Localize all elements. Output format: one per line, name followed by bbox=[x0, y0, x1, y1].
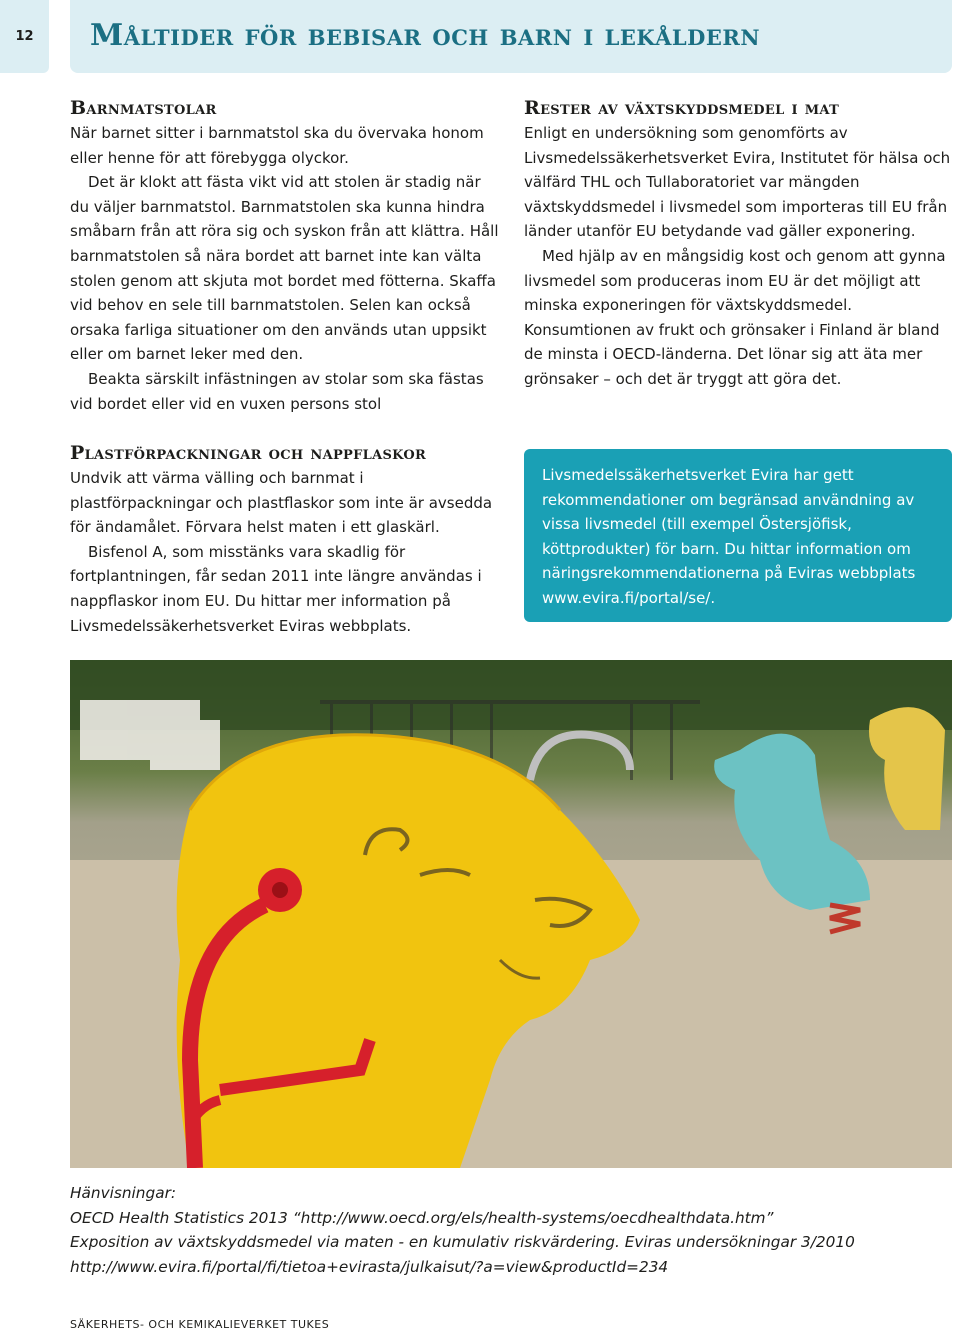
paragraph: Med hjälp av en mångsidig kost och genom att gynna livsmedel som produceras inom EU är det möjligt att minska exponeringen för växtskyddsmedel. Konsumtionen av frukt och grönsaker i Finland är bland de minsta i OECD-länderna. Det lönar sig att äta mer grönsaker – och det är tryggt att göra det. bbox=[524, 246, 946, 388]
paragraph: När barnet sitter i barnmatstol ska du övervaka honom eller henne för att förebygga olyckor. bbox=[70, 124, 484, 167]
page-number: 12 bbox=[0, 0, 49, 73]
references bbox=[70, 1181, 952, 1279]
section-heading-rester: Rester av växtskyddsmedel i mat bbox=[524, 97, 840, 119]
left-column-top bbox=[70, 97, 502, 416]
info-box-text: Livsmedelssäkerhetsverket Evira har gett rekommendationer om begränsad användning av vissa livsmedel (till exempel Östersjöfisk, köttprodukter) för barn. Du hittar information om näringsrekommendationerna på Eviras webbplats www.evira.fi/portal/se/. bbox=[542, 466, 916, 607]
paragraph: Enligt en undersökning som genomförts av Livsmedelssäkerhetsverket Evira, Institutet för hälsa och välfärd THL och Tullaboratoriet var mängden växtskyddsmedel i livsmedel som importeras till EU från länder utanför EU betydande vad gäller exponering. bbox=[524, 124, 951, 241]
reference-2: Exposition av växtskyddsmedel via maten - en kumulativ riskvärdering. Eviras undersökningar 3/2010 bbox=[70, 1233, 855, 1251]
paragraph: Bisfenol A, som misstänks vara skadlig för fortplantningen, får sedan 2011 inte längre användas i nappflaskor inom EU. Du hittar mer information på Livsmedelssäkerhetsverket Eviras webbplats. bbox=[70, 542, 482, 635]
reference-3: http://www.evira.fi/portal/fi/tietoa+evirasta/julkaisut/?a=view&productId=234 bbox=[70, 1257, 669, 1276]
footer: SÄKERHETS- OCH KEMIKALIEVERKET TUKES bbox=[70, 1318, 330, 1331]
references-label: Hänvisningar: bbox=[70, 1184, 177, 1202]
left-column-bottom bbox=[70, 442, 502, 638]
paragraph: Det är klokt att fästa vikt vid att stolen är stadig när du väljer barnmatstol. Barnmatstolen ska kunna hindra småbarn från att röra sig och syskon från att klättra. Håll barnmatstolen så nära bordet att barnet inte kan välta stolen genom att skjuta mot bordet med fötterna. Skaffa vid behov en sele till barnmatstolen. Selen kan också orsaka farliga situationer om den används utan uppsikt eller om barnet leker med den. bbox=[70, 173, 499, 364]
reference-1: OECD Health Statistics 2013 “http://www.oecd.org/els/health-systems/oecdhealthdata.htm” bbox=[70, 1208, 774, 1227]
title-bar bbox=[70, 0, 952, 73]
right-column bbox=[524, 97, 952, 392]
page-title: Måltider för bebisar och barn i lekåldern bbox=[90, 18, 761, 53]
section-heading-plastforpackningar: Plastförpackningar och nappflaskor bbox=[70, 442, 427, 464]
playground-illustration bbox=[70, 660, 952, 1168]
paragraph: Beakta särskilt infästningen av stolar som ska fästas vid bordet eller vid en vuxen persons stol bbox=[70, 369, 484, 413]
section-heading-barnmatstolar: Barnmatstolar bbox=[70, 97, 217, 119]
info-box bbox=[524, 449, 952, 622]
paragraph: Undvik att värma välling och barnmat i plastförpackningar och plastflaskor som inte är avsedda för ändamålet. Förvara helst maten i ett glaskärl. bbox=[70, 469, 493, 537]
playground-photo bbox=[70, 660, 952, 1168]
